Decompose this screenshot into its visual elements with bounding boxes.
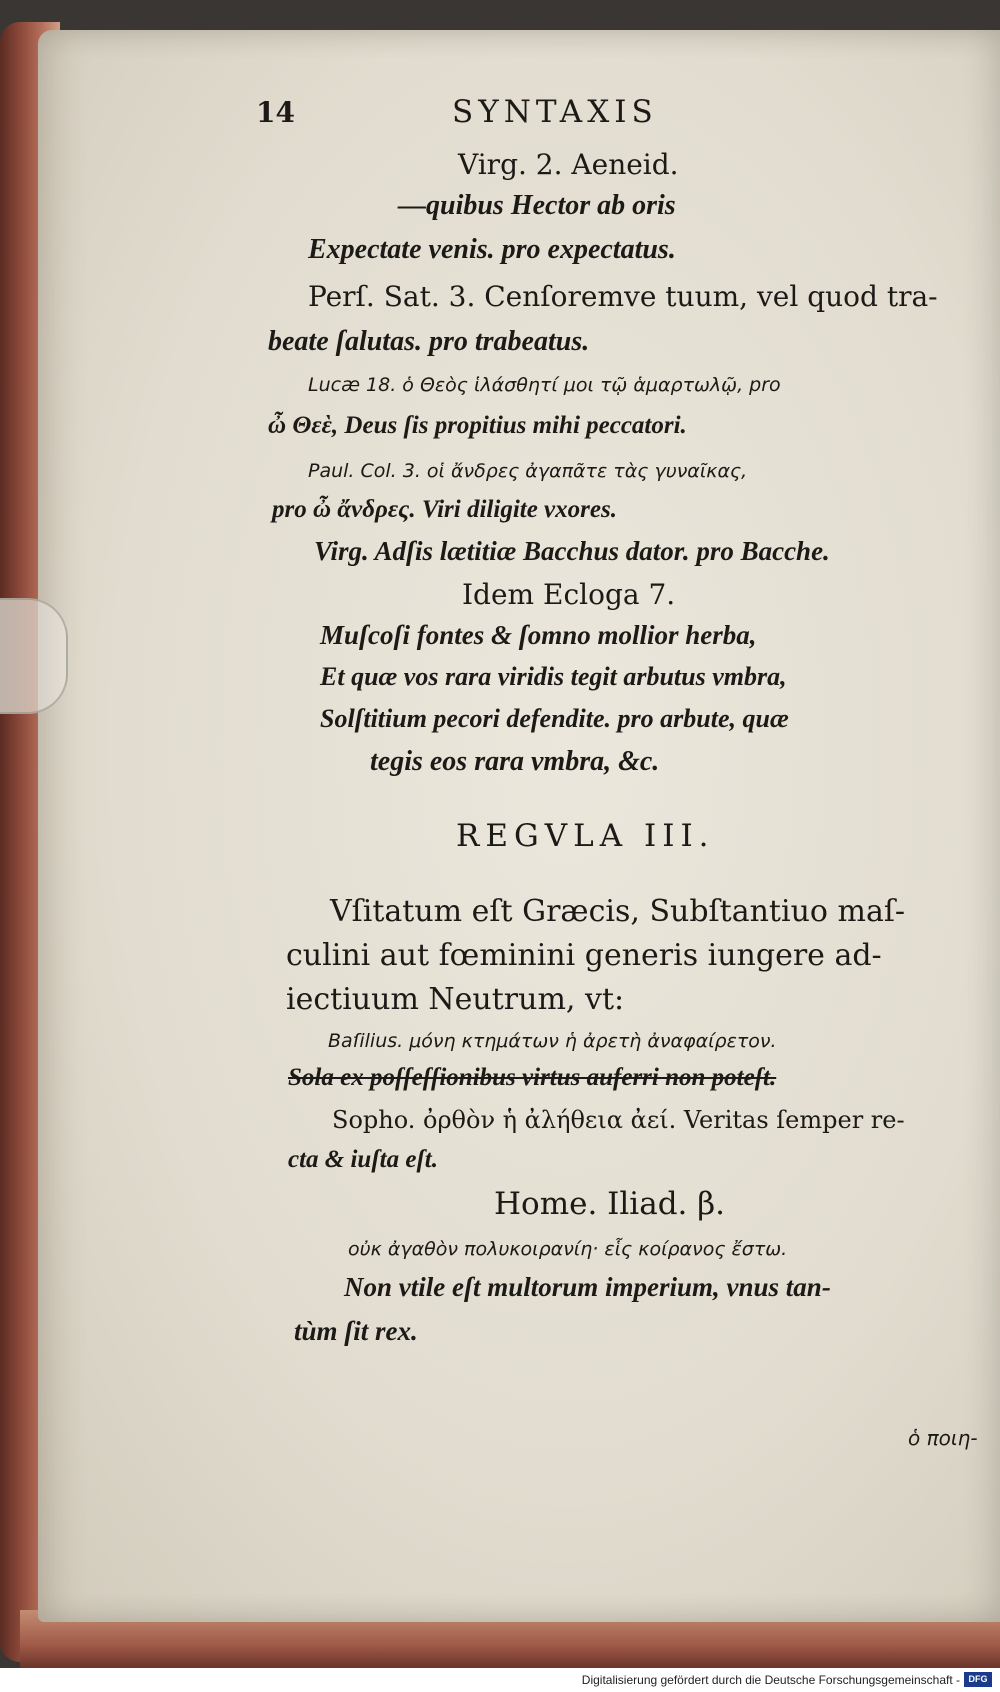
verse-line: tegis eos rara vmbra, &c. bbox=[370, 746, 660, 777]
text-line: —quibus Hector ab oris bbox=[398, 190, 676, 221]
rule-text-line: Vſitatum eſt Græcis, Subſtantiuo maſ- bbox=[330, 894, 906, 929]
quote-line: Baſilius. μόνη κτημάτων ἡ ἀρετὴ ἀναφαίρετον. bbox=[328, 1030, 777, 1052]
catchword: ὁ ποιη- bbox=[908, 1426, 978, 1450]
running-header: SYNTAXIS bbox=[452, 94, 658, 130]
rule-text-line: culini aut fœminini generis iungere ad- bbox=[286, 938, 882, 973]
text-line: Paul. Col. 3. οἱ ἄνδρες ἀγαπᾶτε τὰς γυναῖκας, bbox=[308, 460, 748, 482]
verse-line: Et quæ vos rara viridis tegit arbutus vmbra, bbox=[320, 662, 787, 691]
quote-line: Sopho. ὀρθὸν ἡ ἀλήθεια ἀεί. Veritas ſemper re- bbox=[332, 1106, 905, 1134]
page-number: 14 bbox=[256, 96, 295, 129]
text-line: ὦ Θεὲ, Deus ſis propitius mihi peccatori. bbox=[268, 412, 687, 439]
text-line: pro ὦ ἄνδρες. Viri diligite vxores. bbox=[272, 496, 617, 523]
rule-heading: REGVLA III. bbox=[456, 818, 715, 854]
text-line: beate ſalutas. pro trabeatus. bbox=[268, 326, 590, 357]
text-line: Idem Ecloga 7. bbox=[462, 578, 676, 611]
text-line: Expectate venis. pro expectatus. bbox=[308, 234, 676, 265]
rule-text-line: iectiuum Neutrum, vt: bbox=[286, 982, 625, 1017]
text-line: Virg. 2. Aeneid. bbox=[458, 148, 679, 181]
verse-line: Solſtitium pecori defendite. pro arbute, quæ bbox=[320, 704, 789, 733]
quote-line: οὐκ ἀγαθὸν πολυκοιρανίη· εἷς κοίρανος ἔστω. bbox=[348, 1238, 788, 1260]
quote-source: Home. Iliad. β. bbox=[494, 1186, 726, 1222]
quote-line: Non vtile eſt multorum imperium, vnus tan- bbox=[344, 1272, 831, 1302]
text-line: Perſ. Sat. 3. Cenſoremve tuum, vel quod tra- bbox=[308, 280, 938, 313]
verse-line: Muſcoſi fontes & ſomno mollior herba, bbox=[320, 620, 757, 650]
footer-bar bbox=[0, 1668, 1000, 1692]
book-page bbox=[38, 30, 1000, 1622]
quote-line: cta & iuſta eſt. bbox=[288, 1146, 438, 1173]
text-line: Lucæ 18. ὁ Θεὸς ἱλάσθητί μοι τῷ ἁμαρτωλῷ, pro bbox=[308, 374, 781, 396]
footer-credit: Digitalisierung gefördert durch die Deutsche Forschungsgemeinschaft - bbox=[581, 1673, 960, 1687]
dfg-logo: DFG bbox=[964, 1672, 992, 1687]
plastic-clip bbox=[0, 598, 68, 714]
quote-line: tùm ſit rex. bbox=[294, 1316, 418, 1346]
text-line: Virg. Adſis lætitiæ Bacchus dator. pro Bacche. bbox=[314, 536, 830, 566]
quote-line: Sola ex poſſeſſionibus virtus auferri non poteſt. bbox=[288, 1064, 777, 1091]
